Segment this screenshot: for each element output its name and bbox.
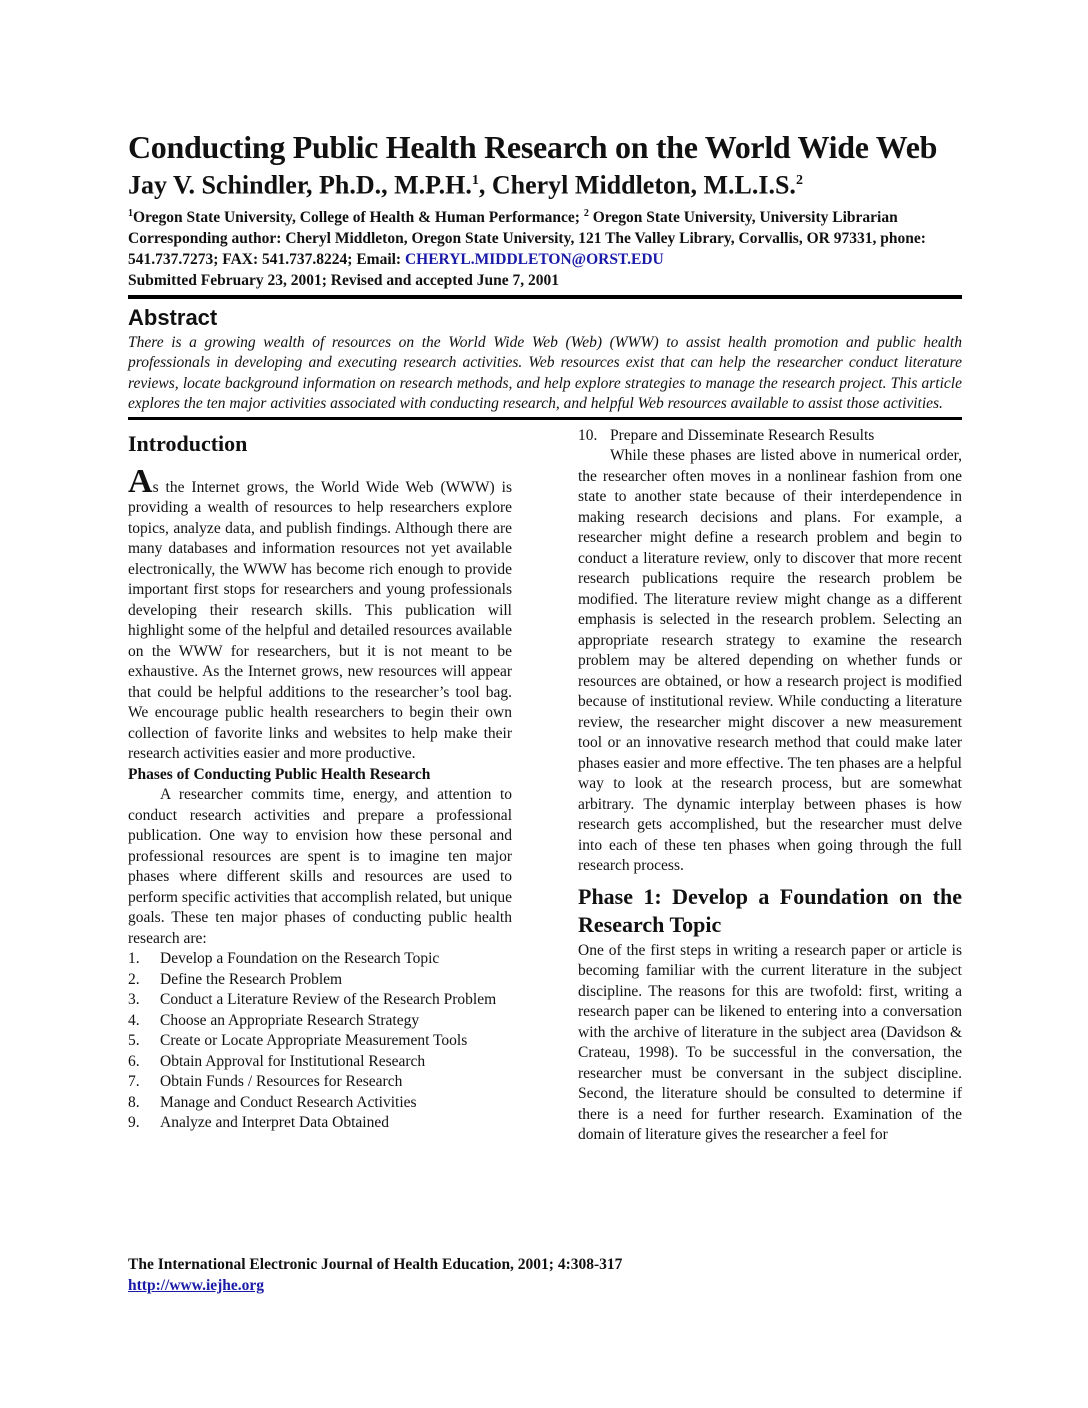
list-item <box>128 949 512 970</box>
intro-paragraph-1 <box>128 462 512 765</box>
list-item-text: Obtain Approval for Institutional Research <box>160 1052 426 1070</box>
left-column <box>128 426 512 1146</box>
author-1: Jay V. Schindler, Ph.D., M.P.H. <box>128 170 472 200</box>
intro-paragraph-2: A researcher commits time, energy, and attention to conduct research activities and prepare a professional publication. One way to envision how these personal and professional resources are spent is to imagine ten major phases where different skills and resources are used to perform specific activities that accomplish related, but unique goals. These ten major phases of conducting public health research are: <box>128 786 512 947</box>
list-item-number: 1. <box>128 950 140 968</box>
list-item <box>128 1093 512 1114</box>
page-footer <box>128 1254 622 1296</box>
author-line <box>128 166 962 201</box>
corresponding-text: Corresponding author: Cheryl Middleton, Oregon State University, 121 The Valley Library, Corvallis, OR 97331, phone: 541.737.7273; FAX: 541.737.8224; Email: <box>128 229 926 268</box>
list-item-number: 10. <box>578 426 598 444</box>
list-item-number: 6. <box>128 1052 140 1070</box>
list-item-number: 3. <box>128 991 140 1009</box>
list-item-number: 2. <box>128 970 140 988</box>
author-2: Cheryl Middleton, M.L.I.S. <box>491 170 796 200</box>
list-item-text: Obtain Funds / Resources for Research <box>160 1073 403 1091</box>
list-item <box>128 1113 512 1134</box>
affiliation-1: Oregon State University, College of Health & Human Performance; <box>133 208 584 226</box>
list-item-text: Analyze and Interpret Data Obtained <box>160 1114 389 1132</box>
abstract-text: There is a growing wealth of resources on the World Wide Web (Web) (WWW) to assist health promotion and public health professionals in developing and executing research activities. Web resources exist that can help the researcher conduct literature reviews, locate background information on research methods, and help explore strategies to manage the research project. This article explores the ten major activities associated with conducting research, and helpful Web resources available to assist those activities. <box>128 333 962 413</box>
header-divider <box>128 295 962 299</box>
submission-dates: Submitted February 23, 2001; Revised and accepted June 7, 2001 <box>128 271 559 289</box>
journal-citation: The International Electronic Journal of Health Education, 2001; 4:308-317 <box>128 1256 623 1273</box>
list-item <box>578 426 962 447</box>
affil-sup-1: 1 <box>128 207 133 219</box>
list-item-number: 5. <box>128 1032 140 1050</box>
list-item <box>128 990 512 1011</box>
affil-sup-2: 2 <box>583 207 589 219</box>
list-item-text: Prepare and Disseminate Research Results <box>610 426 875 444</box>
abstract-divider <box>128 417 962 420</box>
list-item-text: Choose an Appropriate Research Strategy <box>160 1011 420 1029</box>
list-item-text: Manage and Conduct Research Activities <box>160 1093 417 1111</box>
list-item <box>128 1031 512 1052</box>
phase-list-continued <box>578 426 962 447</box>
list-item-number: 9. <box>128 1114 140 1132</box>
journal-url-link[interactable]: http://www.iejhe.org <box>128 1277 265 1294</box>
intro-paragraph-3: While these phases are listed above in numerical order, the researcher often moves in a nonlinear fashion from one state to another state because of their interdependence in making research decisions and plans. For example, a researcher might define a research problem and begin to conduct a literature review, only to discover that more recent research publications require the research problem be modified. The literature review might change as a different emphasis is selected in the research problem. Selecting an appropriate research strategy to examine the research problem may be altered depending on whether funds or resources are obtained, or how a research project is modified because of institutional review. While conducting a literature review, the researcher might discover a new measurement tool or an innovative research method that could make later phases easier and more effective. The ten phases are a helpful way to look at the research process, but are somewhat arbitrary. The dynamic interplay between phases is how research gets accomplished, but the researcher must delve into each of these ten phases when going through the full research process. <box>578 447 962 875</box>
list-item <box>128 970 512 991</box>
list-item-text: Create or Locate Appropriate Measurement Tools <box>160 1032 468 1050</box>
phase-1-heading: Phase 1: Develop a Foundation on the Research Topic <box>578 883 962 937</box>
right-column <box>578 426 962 1146</box>
list-item-number: 7. <box>128 1073 140 1091</box>
author-separator: , <box>478 170 492 200</box>
intro-paragraph-1-text: s the Internet grows, the World Wide Web (WWW) is providing a wealth of resources to help researchers explore topics, analyze data, and publish findings. Although there are many databases and information resources not yet available electronically, the WWW has become rich enough to provide important first stops for researchers and young professionals developing their research skills. This publication will highlight some of the helpful and detailed resources available on the WWW for researchers, but it is not meant to be exhaustive. As the Internet grows, new resources will appear that could be helpful additions to the researcher’s tool bag. We encourage public health researchers to begin their own collection of favorite links and websites to help make their research activities easier and more productive. <box>128 478 512 763</box>
author-2-affil-sup: 2 <box>795 173 803 188</box>
list-item-text: Develop a Foundation on the Research Topic <box>160 950 440 968</box>
affiliations <box>128 203 962 228</box>
abstract-heading: Abstract <box>128 304 218 330</box>
list-item-number: 8. <box>128 1093 140 1111</box>
list-item-text: Conduct a Literature Review of the Research Problem <box>160 991 497 1009</box>
list-item <box>128 1052 512 1073</box>
list-item-text: Define the Research Problem <box>160 970 343 988</box>
phases-subheading: Phases of Conducting Public Health Research <box>128 765 431 783</box>
paper-page <box>128 128 962 1146</box>
author-1-affil-sup: 1 <box>471 173 479 188</box>
affiliation-2: Oregon State University, University Librarian <box>588 208 898 226</box>
paper-title: Conducting Public Health Research on the World Wide Web <box>128 129 938 165</box>
phase-list <box>128 949 512 1134</box>
phase-1-paragraph: One of the first steps in writing a research paper or article is becoming familiar with the current literature in the subject discipline. The reasons for this are twofold: first, writing a research paper can be likened to entering into a conversation with the archive of literature in the subject area (Davidson & Crateau, 1998). To be successful in the conversation, the researcher must be conversant in the subject discipline. Second, the literature should be consulted to determine if there is a need for further research. Examination of the domain of literature gives the researcher a feel for <box>578 941 962 1144</box>
list-item <box>128 1072 512 1093</box>
introduction-heading: Introduction <box>128 430 248 456</box>
email-link[interactable]: CHERYL.MIDDLETON@ORST.EDU <box>404 250 664 268</box>
list-item <box>128 1011 512 1032</box>
drop-cap: A <box>128 462 153 500</box>
list-item-number: 4. <box>128 1011 140 1029</box>
corresponding-author <box>128 228 962 270</box>
body-columns <box>128 426 962 1146</box>
